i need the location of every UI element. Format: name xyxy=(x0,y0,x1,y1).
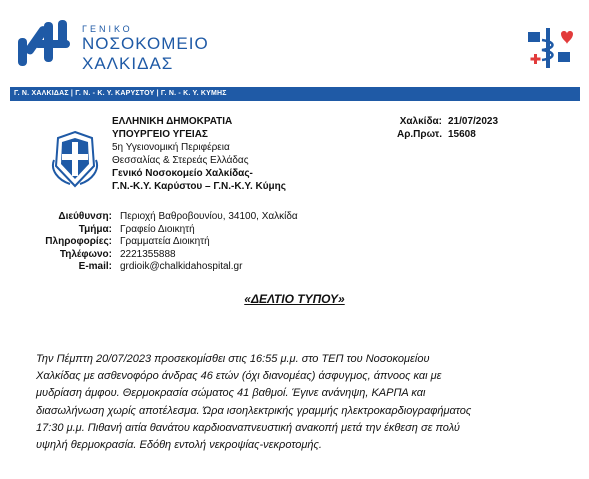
logo-title-line1: ΝΟΣΟΚΟΜΕΙΟ xyxy=(82,34,209,53)
logo-small-text: ΓΕΝΙΚΟ xyxy=(82,24,133,34)
contact-label: E-mail: xyxy=(78,261,112,272)
body-line: διασωλήνωση χωρίς αποτέλεσμα. Ώρα ισοηλεκτρικής γραμμής ηλεκτροκαρδιογραφήματος xyxy=(36,404,472,417)
organization-block xyxy=(112,115,286,193)
hospital-logo-icon xyxy=(14,18,74,68)
contact-label: Πληροφορίες: xyxy=(45,236,112,247)
contact-value: Περιοχή Βαθροβουνίου, 34100, Χαλκίδα xyxy=(120,211,298,222)
body-line: 17:30 μ.μ. Πιθανή αιτία θανάτου καρδιοαναπνευστική ανακοπή μετά την έκθεση σε πολύ xyxy=(36,421,460,434)
protocol-number: 15608 xyxy=(448,129,476,140)
body-line: Την Πέμπτη 20/07/2023 προσεκομίσθει στις 16:55 μ.μ. στο ΤΕΠ του Νοσοκομείου xyxy=(36,353,430,365)
protocol-label: Αρ.Πρωτ. xyxy=(396,129,442,140)
contact-row-email xyxy=(0,261,298,274)
contact-label: Διεύθυνση: xyxy=(58,211,112,222)
contact-row-info xyxy=(0,236,298,249)
org-line-hospital: Γενικό Νοσοκομείο Χαλκίδας- xyxy=(112,168,253,179)
org-line-ministry: ΥΠΟΥΡΓΕΙΟ ΥΓΕΙΑΣ xyxy=(112,129,208,140)
org-line-region-name: Θεσσαλίας & Στερεάς Ελλάδας xyxy=(112,155,249,166)
document-date: 21/07/2023 xyxy=(448,116,499,127)
contact-email-link[interactable]: grdioik@chalkidahospital.gr xyxy=(120,261,243,272)
org-line-health-centers: Γ.Ν.-Κ.Υ. Καρύστου – Γ.Ν.-Κ.Υ. Κύμης xyxy=(112,181,286,192)
contact-row-department xyxy=(0,224,298,237)
body-line: Χαλκίδας με ασθενοφόρο άνδρας 46 ετών (όχι διανομέας) άσφυγμος, άπνοος και με xyxy=(36,370,442,383)
contact-row-phone xyxy=(0,249,298,262)
press-release-body xyxy=(36,351,556,454)
org-line-region: 5η Υγειονομική Περιφέρεια xyxy=(112,142,230,153)
body-line: υψηλή θερμοκρασία. Εδόθη εντολή νεκροψίας-νεκροτομής. xyxy=(36,439,322,452)
contact-label: Τηλέφωνο: xyxy=(59,248,112,260)
greek-coat-of-arms-icon xyxy=(50,130,100,188)
contact-value: 2221355888 xyxy=(120,248,176,260)
document-meta xyxy=(382,115,498,141)
contact-value: Γραμματεία Διοικητή xyxy=(120,236,210,247)
press-release-title: «ΔΕΛΤΙΟ ΤΥΠΟΥ» xyxy=(244,292,345,306)
body-line: μυδρίαση άμφου. Θερμοκρασία σώματος 41 βαθμοί. Έγινε ανάνηψη, ΚΑΡΠΑ και xyxy=(36,387,426,400)
contact-row-address xyxy=(0,211,298,224)
org-line-republic: ΕΛΛΗΝΙΚΗ ΔΗΜΟΚΡΑΤΙΑ xyxy=(112,116,233,127)
contact-label: Τμήμα: xyxy=(78,223,112,235)
medical-symbol-icon xyxy=(528,26,574,72)
contact-value: Γραφείο Διοικητή xyxy=(120,223,195,235)
logo-title-line2: ΧΑΛΚΙΔΑΣ xyxy=(82,54,174,73)
hospital-network-banner: Γ. Ν. ΧΑΛΚΙΔΑΣ | Γ. Ν. - Κ. Υ. ΚΑΡΥΣΤΟΥ | Γ. Ν. - Κ. Υ. ΚΥΜΗΣ xyxy=(10,87,580,101)
contact-details xyxy=(0,211,298,274)
place-label: Χαλκίδα: xyxy=(399,116,442,127)
